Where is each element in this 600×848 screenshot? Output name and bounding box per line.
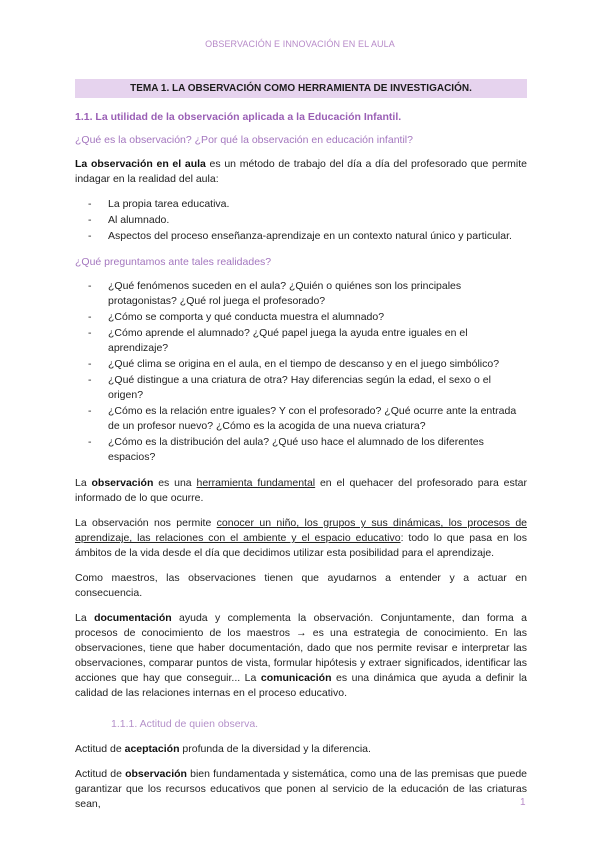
list-preguntas (75, 279, 527, 465)
paragraph-permite: La observación nos permite conocer un niño, los grupos y sus dinámicas, los procesos de aprendizaje, las relaciones con el ambiente y el espacio educativo: todo lo que pasa en los ámbitos de la vida desde el día que decidimos utilizar esta posibilidad para el aprendizaje. (75, 517, 527, 559)
list-item: - La propia tarea educativa. (75, 197, 527, 212)
list-item: - ¿Qué fenómenos suceden en el aula? ¿Quién o quiénes son los principales protagonistas? ¿Qué rol juega el profesorado? (75, 279, 527, 309)
running-header: OBSERVACIÓN E INNOVACIÓN EN EL AULA (205, 39, 395, 49)
paragraph-observacion-fundamentada: Actitud de observación bien fundamentada y sistemática, como una de las premisas que puede garantizar que los recursos educativos que ponen al servicio de la educación de las criaturas sean, (75, 768, 527, 810)
list-item: - ¿Cómo aprende el alumnado? ¿Qué papel juega la ayuda entre iguales en el aprendizaje? (75, 326, 527, 356)
page-number: 1 (520, 797, 526, 808)
list-item: - ¿Qué distingue a una criatura de otra? Hay diferencias según la edad, el sexo o el origen? (75, 373, 527, 403)
question-heading-2: ¿Qué preguntamos ante tales realidades? (75, 256, 272, 268)
question-heading-1: ¿Qué es la observación? ¿Por qué la observación en educación infantil? (75, 134, 413, 146)
list-item: - ¿Cómo es la relación entre iguales? Y con el profesorado? ¿Qué ocurre ante la entrada de un profesor nuevo? ¿Cómo es la acogida de una nueva criatura? (75, 404, 527, 434)
paragraph-aceptacion: Actitud de aceptación profunda de la diversidad y la diferencia. (75, 743, 371, 755)
bold-term: La observación en el aula (75, 158, 206, 170)
list-item: - ¿Qué clima se origina en el aula, en el tiempo de descanso y en el juego simbólico? (75, 357, 527, 372)
body-content (75, 110, 527, 822)
list-aula (75, 197, 527, 244)
paragraph-herramienta: La observación es una herramienta fundamental en el quehacer del profesorado para estar informado de lo que ocurre. (75, 477, 527, 504)
paragraph-maestros: Como maestros, las observaciones tienen que ayudarnos a entender y a actuar en consecuencia. (75, 572, 527, 599)
subsection-heading: 1.1.1. Actitud de quien observa. (111, 718, 259, 730)
list-item: - Al alumnado. (75, 213, 527, 228)
section-heading: 1.1. La utilidad de la observación aplicada a la Educación Infantil. (75, 111, 402, 123)
list-item: - Aspectos del proceso enseñanza-aprendizaje en un contexto natural único y particular. (75, 229, 527, 244)
paragraph-observacion-aula: La observación en el aula es un método de trabajo del día a día del profesorado que permite indagar en la realidad del aula: (75, 158, 527, 185)
paragraph-documentacion: La documentación ayuda y complementa la observación. Conjuntamente, dan forma a procesos de conocimiento de los maestros → es una estrategia de conocimiento. En las observaciones, tiene que haber documentación, dado que nos permite revisar e interpretar las observaciones, comparar puntos de vista, formular hipótesis y extraer significados, identificar las acciones que hay que conseguir... La comunicación es una dinámica que ayuda a definir la calidad de las relaciones internas en el proceso educativo. (75, 612, 527, 699)
list-item: - ¿Cómo se comporta y qué conducta muestra el alumnado? (75, 310, 527, 325)
chapter-title: TEMA 1. LA OBSERVACIÓN COMO HERRAMIENTA DE INVESTIGACIÓN. (75, 79, 527, 98)
list-item: - ¿Cómo es la distribución del aula? ¿Qué uso hace el alumnado de los diferentes espacios? (75, 435, 527, 465)
